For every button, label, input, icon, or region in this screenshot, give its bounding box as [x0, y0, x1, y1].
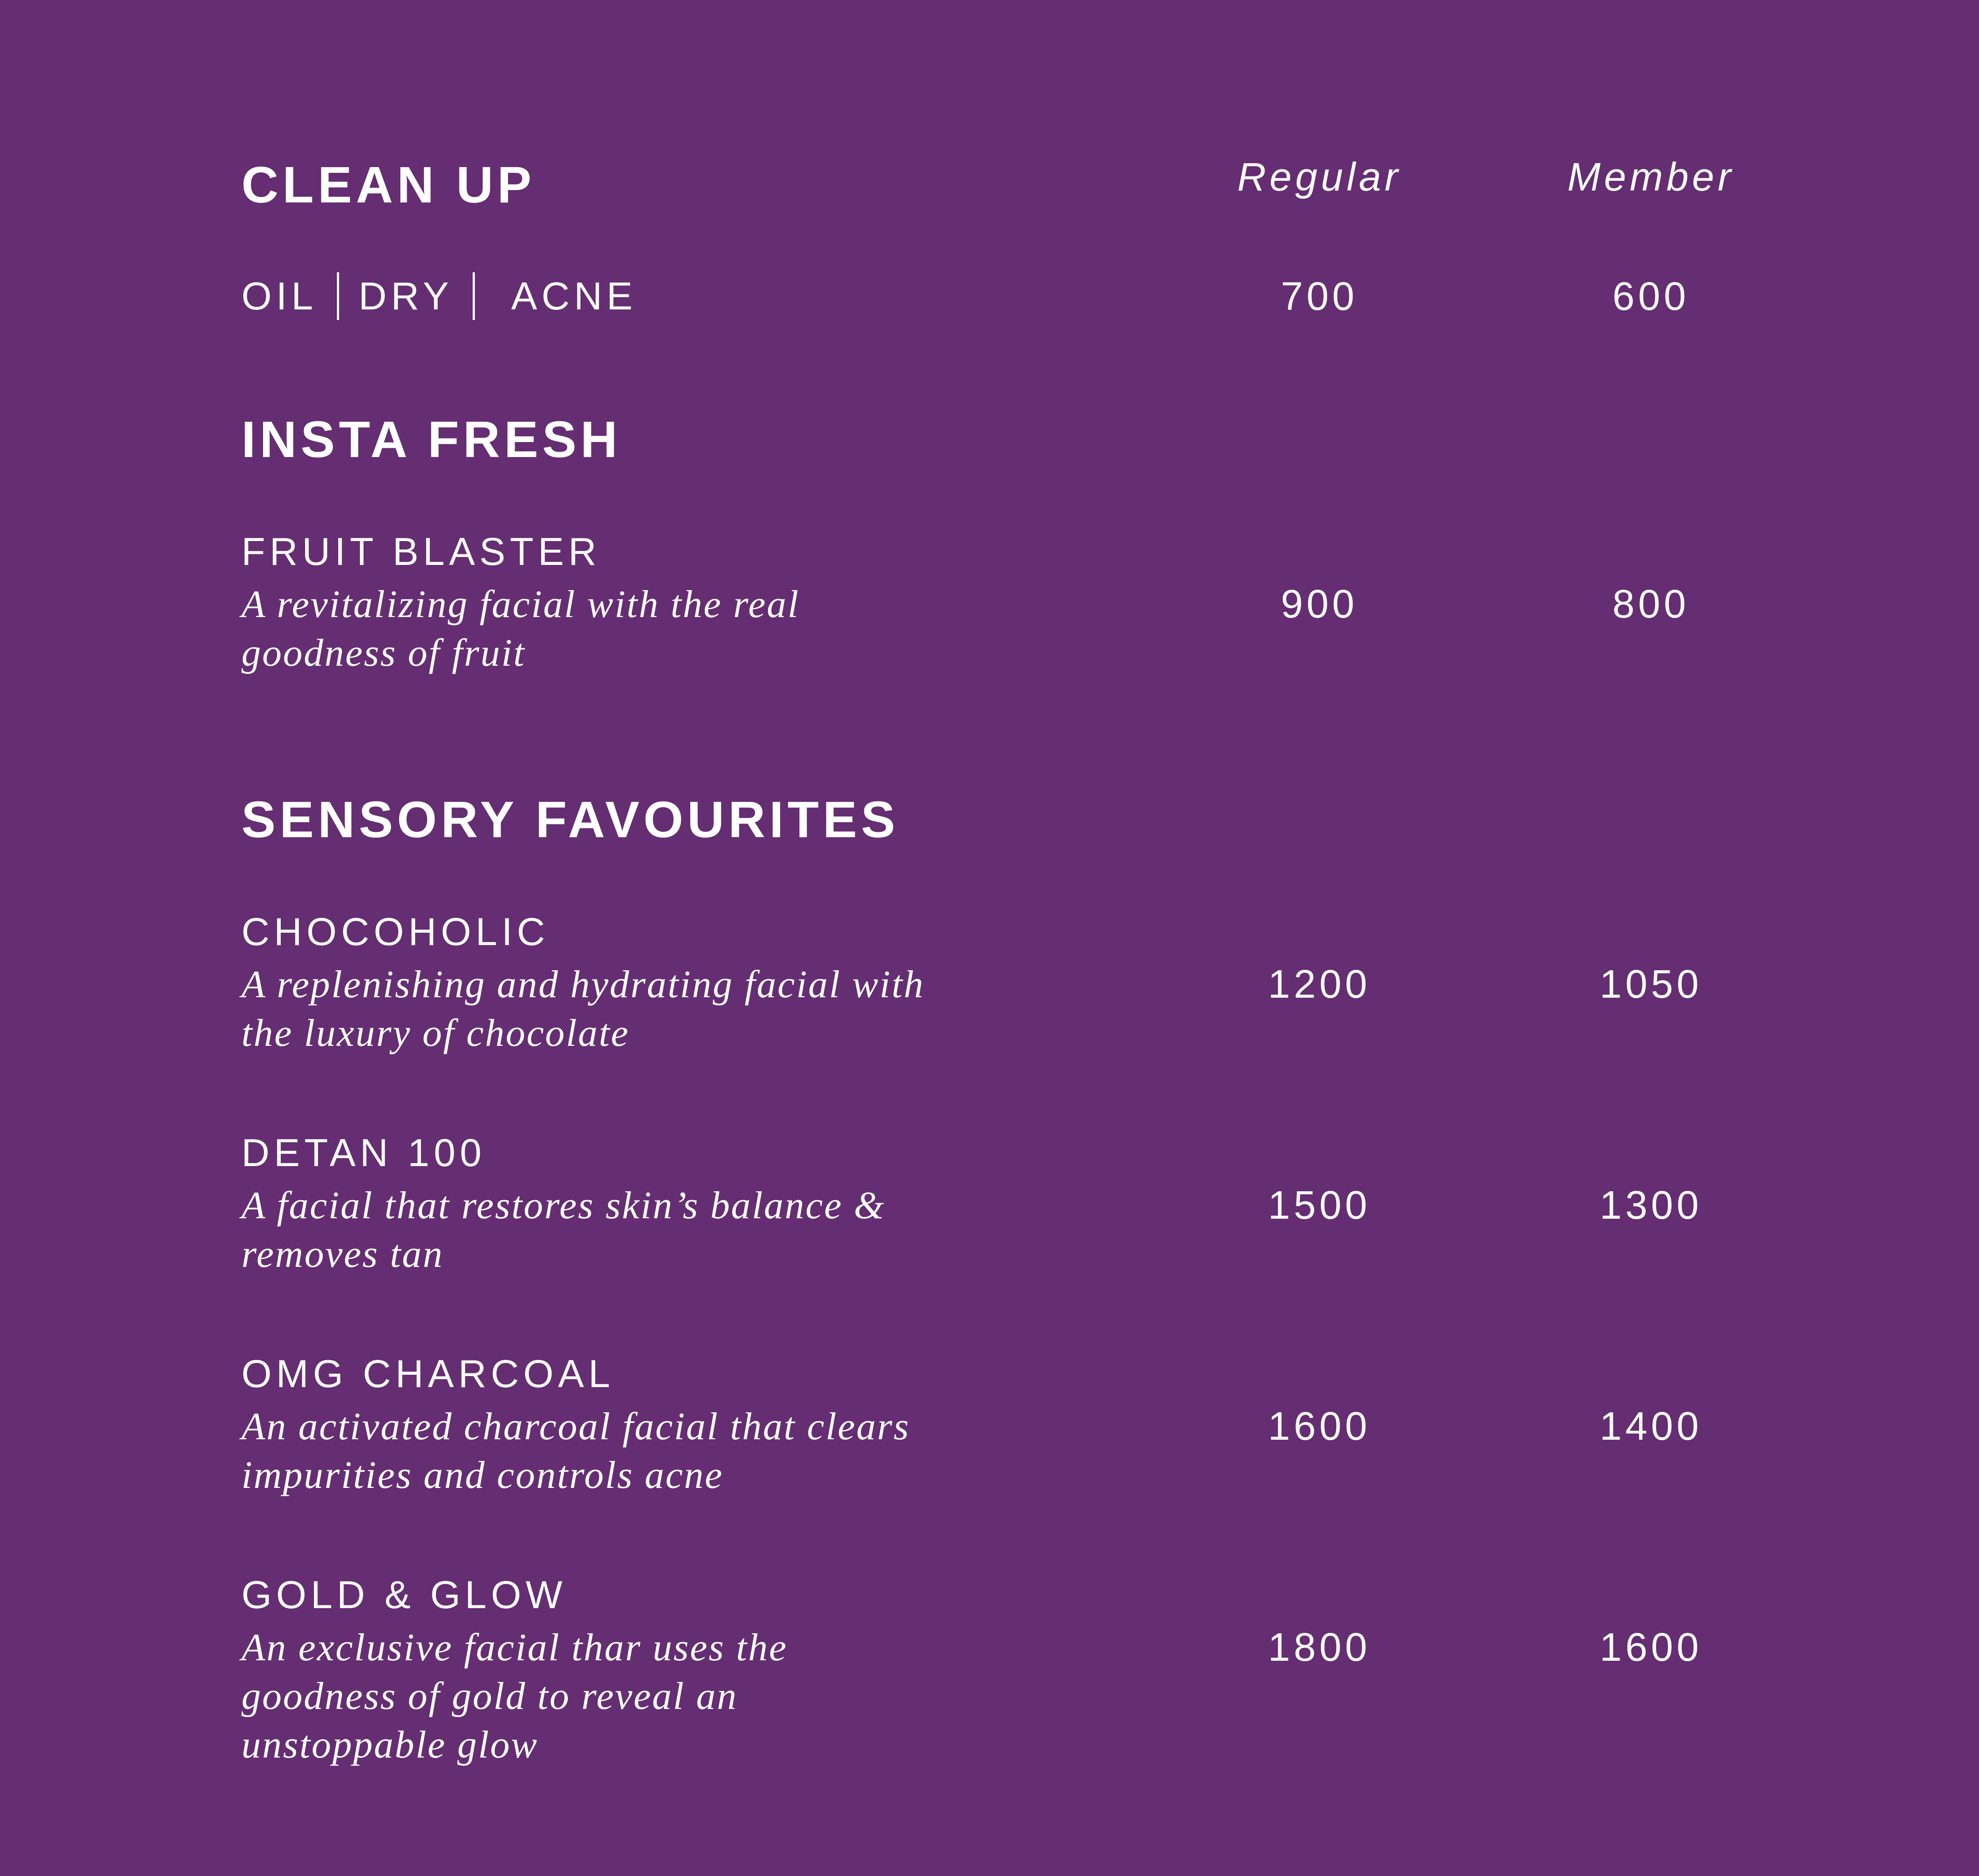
item-name-fruit-blaster: FRUIT BLASTER	[241, 530, 601, 573]
section-title-insta-fresh: INSTA FRESH	[241, 411, 622, 468]
variant-separator	[337, 272, 339, 320]
gold-and-glow-member-price: 1600	[1599, 1625, 1703, 1670]
fruit-blaster-regular-price: 900	[1280, 582, 1358, 626]
variant-dry: DRY	[358, 274, 454, 318]
member-column-header: Member	[1567, 155, 1735, 199]
detan-100-member-price: 1300	[1599, 1183, 1703, 1228]
omg-charcoal-regular-price: 1600	[1268, 1404, 1371, 1449]
variant-acne: ACNE	[511, 274, 637, 318]
variant-oil: OIL	[241, 274, 317, 318]
item-description-gold-and-glow: An exclusive facial thar uses the goodness of gold to reveal an unstoppable glow	[241, 1626, 788, 1766]
clean-up-regular-price: 700	[1280, 275, 1358, 319]
item-description-detan-100: A facial that restores skin’s balance & removes tan	[241, 1184, 886, 1276]
item-description-fruit-blaster: A revitalizing facial with the real goodness of fruit	[241, 583, 800, 675]
item-name-chocoholic: CHOCOHOLIC	[241, 910, 550, 953]
regular-column-header: Regular	[1237, 155, 1402, 199]
section-title-clean-up: CLEAN UP	[241, 156, 535, 214]
detan-100-regular-price: 1500	[1268, 1183, 1371, 1228]
item-name-detan-100: DETAN 100	[241, 1131, 486, 1174]
variant-separator	[473, 272, 475, 320]
clean-up-member-price: 600	[1612, 275, 1690, 319]
item-name-gold-and-glow: GOLD & GLOW	[241, 1573, 567, 1617]
gold-and-glow-regular-price: 1800	[1268, 1625, 1371, 1670]
section-title-sensory-favourites: SENSORY FAVOURITES	[241, 791, 899, 848]
item-description-omg-charcoal: An activated charcoal facial that clears impurities and controls acne	[241, 1405, 910, 1497]
item-description-chocoholic: A replenishing and hydrating facial with the luxury of chocolate	[241, 963, 925, 1055]
item-name-omg-charcoal: OMG CHARCOAL	[241, 1352, 615, 1396]
clean-up-variants	[241, 272, 637, 320]
fruit-blaster-member-price: 800	[1612, 582, 1690, 626]
omg-charcoal-member-price: 1400	[1599, 1404, 1703, 1449]
chocoholic-regular-price: 1200	[1268, 962, 1371, 1007]
chocoholic-member-price: 1050	[1599, 962, 1703, 1007]
